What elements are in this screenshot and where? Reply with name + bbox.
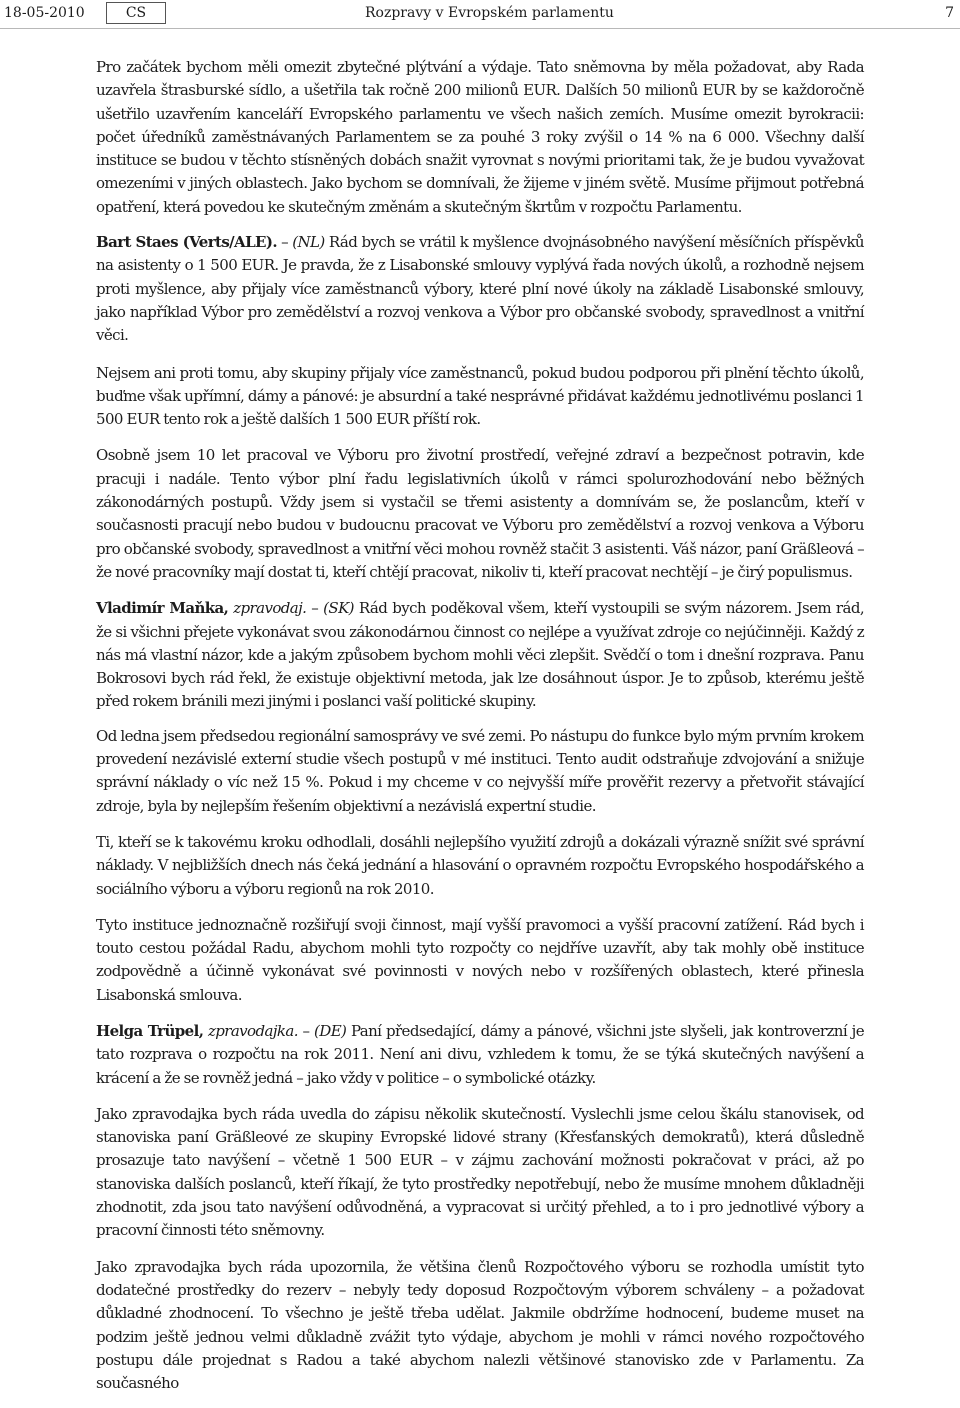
paragraph xyxy=(96,56,864,219)
paragraph-text: Pro začátek bychom měli omezit zbytečné plýtvání a výdaje. Tato sněmovna by měla požadovat, aby Rada uzavřela štrasburské sídlo, a ušetřila tak ročně 200 milionů EUR. Dalších 50 milionů EUR by se každoročně ušetřilo uzavřením kanceláří Evropského parlamentu ve všech našich zemích. Musíme omezit byrokracii: počet úředníků zaměstnávaných Parlamentem se za pouhé 3 roky zvýšil o 14 % na 6 000. Všechny další instituce se budou v těchto stísněných dobách snažit vyrovnat s novými prioritami tak, že je budou vyvažovat omezeními v jiných oblastech. Jako bychom se domnívali, že žijeme v jiném světě. Musíme přijmout potřebná opatření, která povedou ke skutečným změnám a skutečným škrtům v rozpočtu Parlamentu. xyxy=(96,58,864,216)
header-title: Rozpravy v Evropském parlamentu xyxy=(365,5,614,21)
speaker-role: zpravodaj. xyxy=(233,599,307,618)
paragraph-text: Ti, kteří se k takovému kroku odhodlali, dosáhli nejlepšího využití zdrojů a dokázali výrazně snížit své správní náklady. V nejbližších dnech nás čeká jednání a hlasování o opravném rozpočtu Evropského hospodářského a sociálního výboru a výboru regionů na rok 2010. xyxy=(96,832,864,898)
paragraph xyxy=(96,444,864,584)
paragraph xyxy=(96,914,864,1007)
paragraph-text: Osobně jsem 10 let pracoval ve Výboru pro životní prostředí, veřejné zdraví a bezpečnost potravin, kde pracuji i nadále. Tento výbor plní řadu legislativních úkolů v rámci spolurozhodování nebo běžných zákonodárných postupů. Vždy jsem si vystačil se třemi asistenty a domnívám se, že poslancům, kteří v současnosti pracují nebo budou v budoucnu pracovat ve Výboru pro zemědělství a rozvoj venkova a Výboru pro občanské svobody, spravedlnost a vnitřní věci mohou rovněž stačit 3 asistenti. Váš názor, paní Gräßleová – že nové pracovníky mají dostat ti, kteří chtějí pracovat, nikoliv ti, kteří pracovat nechtějí – je čirý populismus. xyxy=(96,446,864,581)
speaker-name: Bart Staes (Verts/ALE). xyxy=(96,233,277,252)
speaker-name: Vladimír Maňka, xyxy=(96,599,229,618)
dash: – xyxy=(302,1021,310,1040)
paragraph-text: Od ledna jsem předsedou regionální samosprávy ve své zemi. Po nástupu do funkce bylo mým prvním krokem provedení nezávislé externí studie všech postupů v mé instituci. Tento audit odstraňuje zdvojování a snižuje správní náklady o víc než 15 %. Pokud i my chceme v co nejvyšší míře prověřit rezervy a přetvořit stávající zdroje, byla by nejlepším řešením objektivní a nezávislá expertní studie. xyxy=(96,726,864,815)
paragraph-text: Rád bych se vrátil k myšlence dvojnásobného navýšení měsíčních příspěvků na asistenty o 1 500 EUR. Je pravda, že z Lisabonské smlouvy vyplývá řada nových úkolů, a rozhodně nejsem proti myšlence, aby přijaly více zaměstnanců výbory, které plní nové úkoly na základě Lisabonské smlouvy, jako například Výbor pro zemědělství a rozvoj venkova a Výbor pro občanské svobody, spravedlnost a vnitřní věci. xyxy=(96,233,864,345)
paragraph-text: Paní předsedající, dámy a pánové, všichni jste slyšeli, jak kontroverzní je tato rozprava o rozpočtu na rok 2011. Není ani divu, vzhledem k tomu, že se týká skutečných navýšení a krácení a že se rovněž jedná – jako vždy v politice – o symbolické otázky. xyxy=(96,1021,864,1087)
header-date: 18-05-2010 xyxy=(4,5,85,21)
paragraph-text: Nejsem ani proti tomu, aby skupiny přijaly více zaměstnanců, pokud budou podporou při plnění těchto úkolů, buďme však upřímní, dámy a pánové: je absurdní a také nesprávné přidávat každému jednotlivému poslanci 1 500 EUR tento rok a ještě dalších 1 500 EUR příští rok. xyxy=(96,363,864,429)
paragraph-text: Jako zpravodajka bych ráda upozornila, že většina členů Rozpočtového výboru se rozhodla umístit tyto dodatečné prostředky do rezerv – nebyly tedy doposud Rozpočtovým výborem schváleny – a požadovat důkladné zhodnocení. To všechno je ještě třeba udělat. Jakmile obdržíme hodnocení, budeme muset na podzim ještě jednou velmi důkladně zvážit tyto výdaje, abychom je mohli v rámci nového rozpočtového postupu dále projednat s Radou a také abychom nalezli většinové stanovisko zde v Parlamentu. Za současného xyxy=(96,1257,864,1393)
paragraph-speaker-vladimir-manka xyxy=(96,597,864,713)
speaker-role: zpravodajka. xyxy=(207,1021,298,1040)
dash: – xyxy=(311,599,319,618)
paragraph-text: Tyto instituce jednoznačně rozšiřují svoji činnost, mají vyšší pravomoci a vyšší pracovní zatížení. Rád bych i touto cestou požádal Radu, abychom mohli tyto rozpočty co nejdříve uzavřít, aby tak mohly obě instituce zodpovědně a účinně vykonávat své povinnosti v nových nebo v rozšířených oblastech, které přinesla Lisabonská smlouva. xyxy=(96,915,864,1004)
paragraph-speaker-helga-trupel xyxy=(96,1020,864,1090)
paragraph xyxy=(96,1103,864,1243)
language-badge: CS xyxy=(106,2,166,24)
page-number: 7 xyxy=(945,5,954,21)
paragraph xyxy=(96,725,864,818)
paragraph-text: Jako zpravodajka bych ráda uvedla do zápisu několik skutečností. Vyslechli jsme celou škálu stanovisek, od stanoviska paní Gräßleové ze skupiny Evropské lidové strany (Křesťanských demokratů), která důsledně prosazuje tato navýšení – včetně 1 500 EUR – v zájmu zachování možnosti pokračovat v práci, až po stanoviska dalších poslanců, kteří říkají, že tyto prostředky nepotřebují, nebo že musíme mnohem důkladněji zhodnotit, zda jsou tato navýšení odůvodněná, a vypracovat si určitý přehled, a to i pro jednotlivé výbory a pracovní činnosti této sněmovny. xyxy=(96,1104,864,1240)
language-code: (DE) xyxy=(314,1021,347,1040)
paragraph xyxy=(96,362,864,432)
document-body xyxy=(96,56,864,1408)
language-code: (SK) xyxy=(323,599,354,618)
paragraph xyxy=(96,1256,864,1396)
language-code: (NL) xyxy=(292,233,325,252)
page-header xyxy=(0,0,960,29)
speaker-name: Helga Trüpel, xyxy=(96,1021,204,1040)
paragraph-text: Rád bych poděkoval všem, kteří vystoupili se svým názorem. Jsem rád, že si všichni přejete vykonávat svou zákonodárnou činnost co nejlépe a využívat zdroje co nejúčinněji. Každý z nás má vlastní názor, kde a jakým způsobem bychom mohli věci zlepšit. Svědčí o tom i dnešní rozprava. Panu Bokrosovi bych rád řekl, že existuje objektivní metoda, jak lze dosáhnout úspor. Je to způsob, kterému ještě před rokem bránili mezi jinými i poslanci vaší politické skupiny. xyxy=(96,599,864,711)
paragraph-speaker-bart-staes: Bart Staes (Verts/ALE). – (NL) Rád bych se vrátil k myšlence dvojnásobného navýšení měsíčních příspěvků na asistenty o 1 500 EUR. Je pravda, že z Lisabonské smlouvy vyplývá řada nových úkolů, a rozhodně nejsem proti myšlence, aby přijaly více zaměstnanců výbory, které plní nové úkoly na základě Lisabonské smlouvy, jako například Výbor pro zemědělství a rozvoj venkova a Výbor pro občanské svobody, spravedlnost a vnitřní věci. xyxy=(96,233,864,345)
paragraph xyxy=(96,831,864,901)
